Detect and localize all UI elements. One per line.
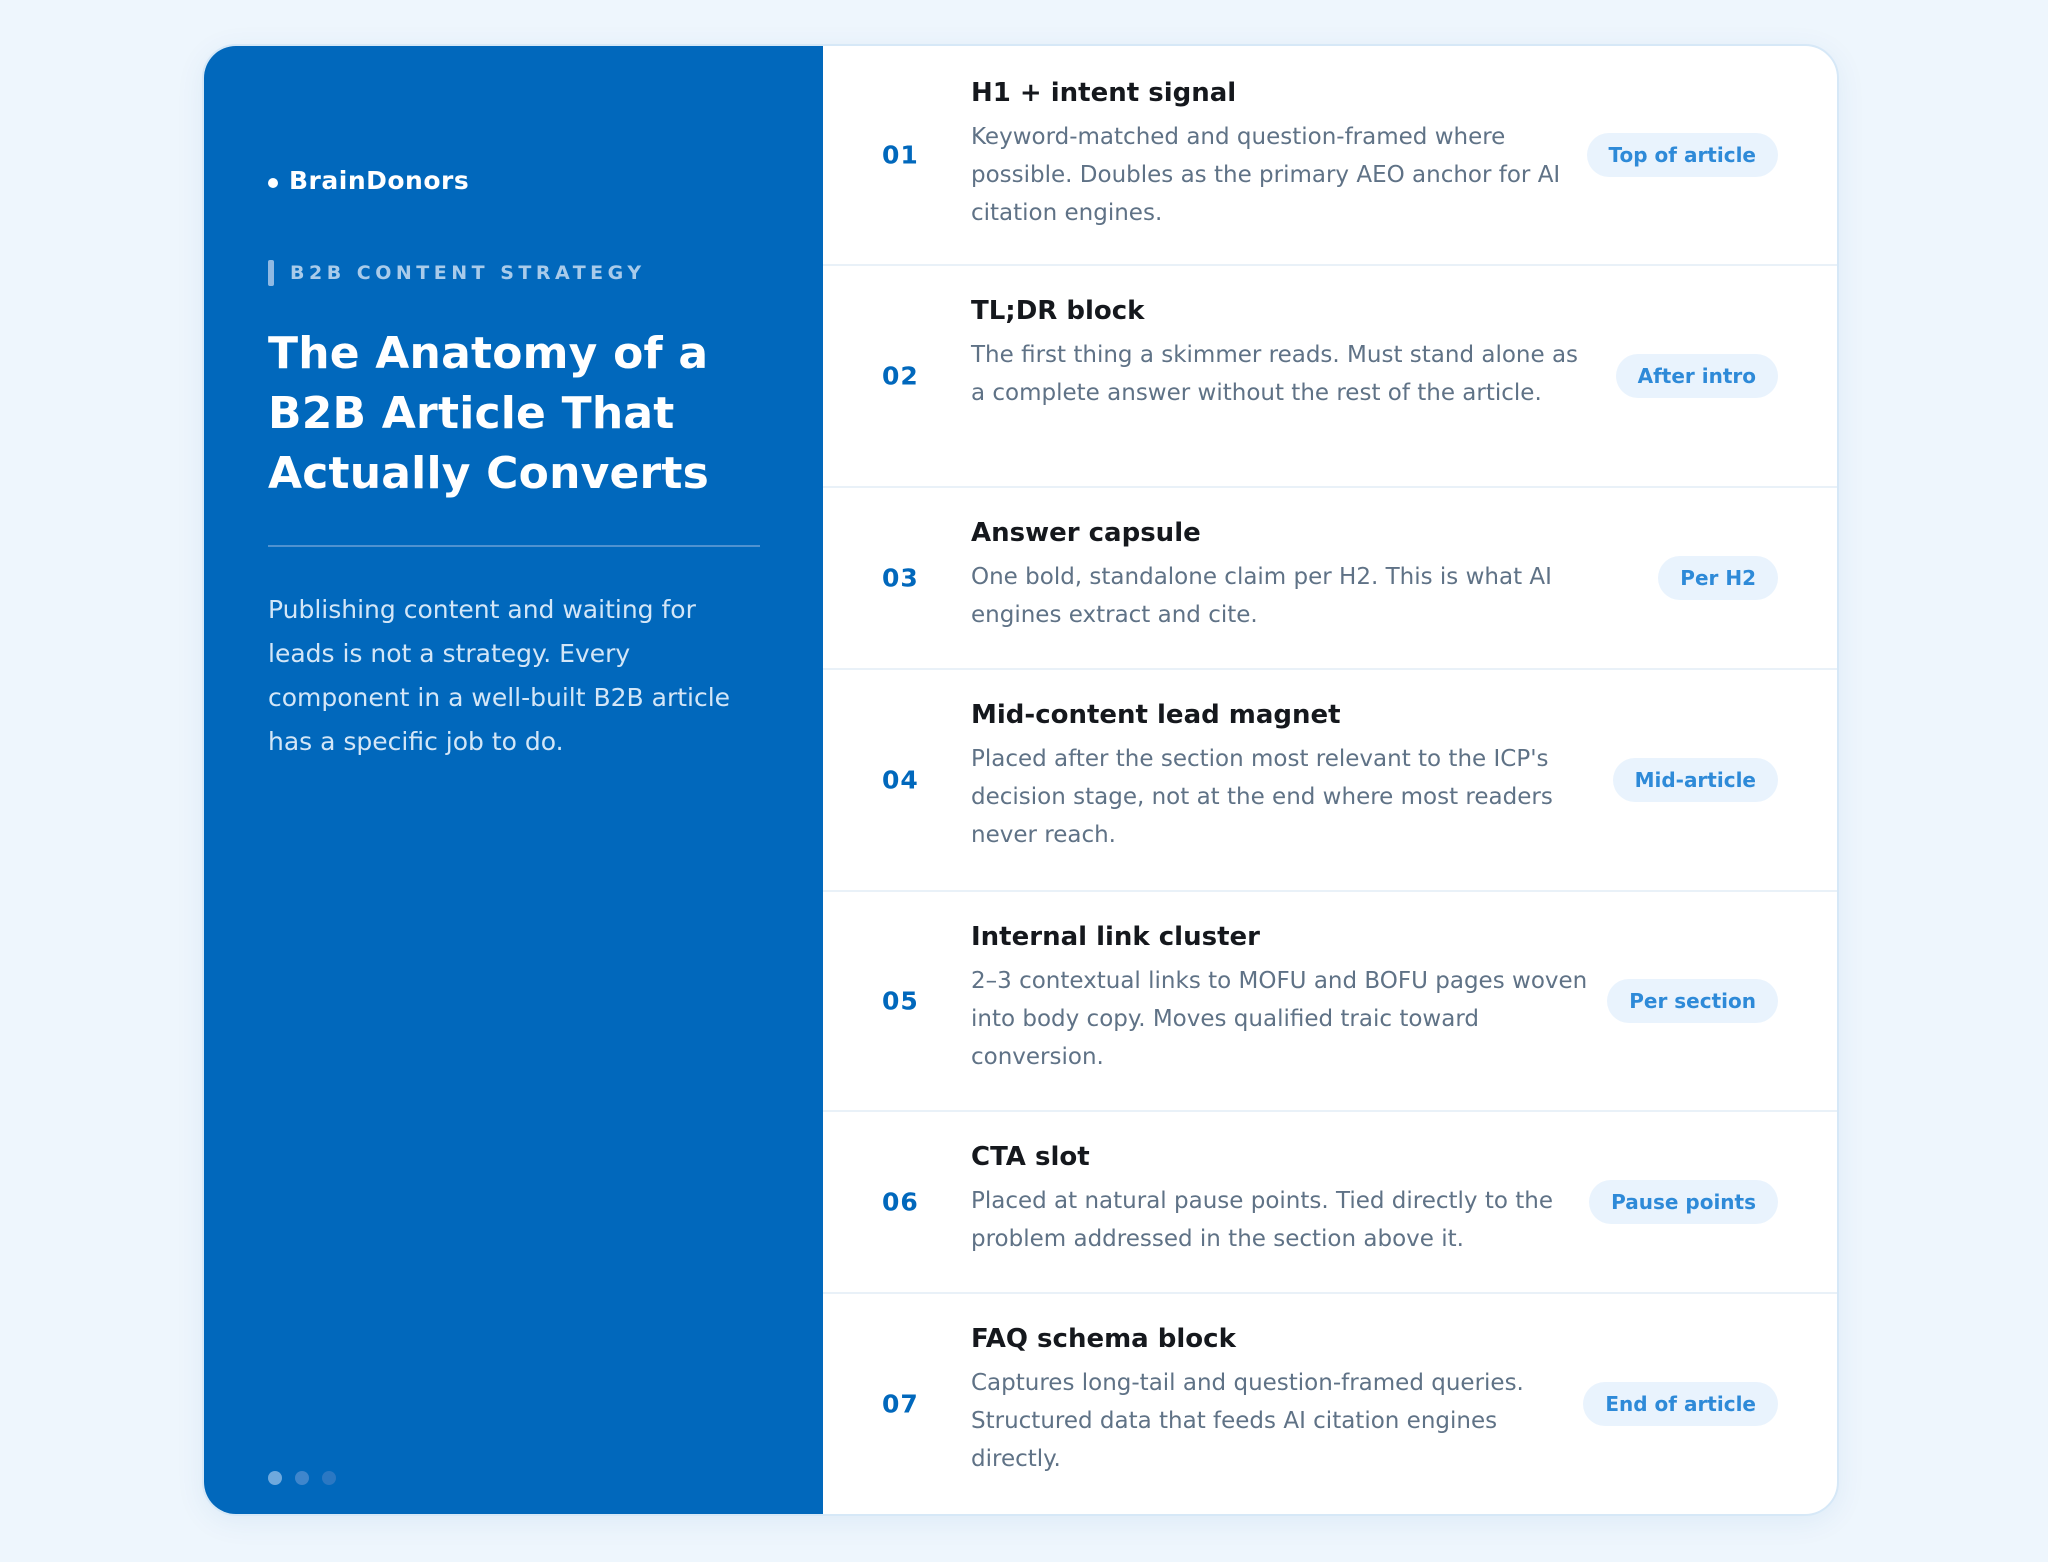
- placement-badge: Per section: [1607, 979, 1778, 1023]
- divider: [268, 545, 760, 547]
- list-item: [823, 892, 1837, 1112]
- item-content: [971, 294, 1591, 412]
- list-item: [823, 670, 1837, 892]
- item-content: [971, 1322, 1591, 1478]
- article-anatomy-card: [202, 44, 1839, 1516]
- item-content: [971, 920, 1591, 1076]
- item-number: 03: [882, 563, 919, 593]
- brand-name: BrainDonors: [289, 166, 470, 195]
- placement-badge: Per H2: [1658, 556, 1778, 600]
- item-content: [971, 698, 1591, 854]
- brand-logo: [268, 166, 469, 195]
- item-description: Captures long-tail and question-framed queries. Structured data that feeds AI citation engines directly.: [971, 1370, 1524, 1472]
- placement-badge: After intro: [1616, 354, 1778, 398]
- eyebrow-label: [268, 260, 646, 286]
- item-title: Mid-content lead magnet: [971, 700, 1341, 730]
- brand-dot-icon: [268, 178, 278, 188]
- eyebrow-bar-icon: [268, 260, 274, 286]
- placement-badge: Top of article: [1587, 133, 1778, 177]
- pagination-dot-3[interactable]: [322, 1471, 336, 1485]
- page-title: The Anatomy of a B2B Article That Actually Converts: [268, 328, 710, 499]
- intro-description: Publishing content and waiting for leads is not a strategy. Every component in a well-built B2B article has a specific job to do.: [268, 595, 731, 756]
- placement-badge: Pause points: [1589, 1180, 1778, 1224]
- item-title: Answer capsule: [971, 518, 1201, 548]
- item-description: The first thing a skimmer reads. Must stand alone as a complete answer without the rest of the article.: [971, 342, 1579, 406]
- placement-badge: Mid-article: [1613, 758, 1778, 802]
- item-number: 05: [882, 986, 919, 1016]
- item-number: 07: [882, 1389, 919, 1419]
- component-list: [823, 46, 1837, 1514]
- item-title: H1 + intent signal: [971, 78, 1237, 108]
- item-number: 02: [882, 361, 919, 391]
- list-item: [823, 1112, 1837, 1294]
- item-title: Internal link cluster: [971, 922, 1260, 952]
- item-content: [971, 516, 1591, 634]
- pagination-dot-2[interactable]: [295, 1471, 309, 1485]
- item-number: 04: [882, 765, 919, 795]
- list-item: [823, 488, 1837, 670]
- intro-panel: [204, 46, 823, 1514]
- list-item: [823, 1294, 1837, 1514]
- item-title: CTA slot: [971, 1142, 1090, 1172]
- item-description: 2–3 contextual links to MOFU and BOFU pages woven into body copy. Moves qualified traic toward conversion.: [971, 968, 1588, 1070]
- item-content: [971, 1140, 1591, 1258]
- item-title: FAQ schema block: [971, 1324, 1236, 1354]
- placement-badge: End of article: [1583, 1382, 1778, 1426]
- item-title: TL;DR block: [971, 296, 1145, 326]
- eyebrow-text: B2B CONTENT STRATEGY: [290, 262, 646, 284]
- item-number: 06: [882, 1187, 919, 1217]
- pagination-dot-1[interactable]: [268, 1471, 282, 1485]
- item-number: 01: [882, 140, 919, 170]
- list-item: [823, 266, 1837, 488]
- pagination-dots: [268, 1471, 336, 1485]
- item-description: Placed at natural pause points. Tied directly to the problem addressed in the section above it.: [971, 1188, 1553, 1252]
- item-description: Keyword-matched and question-framed where possible. Doubles as the primary AEO anchor for AI citation engines.: [971, 124, 1561, 226]
- item-description: One bold, standalone claim per H2. This is what AI engines extract and cite.: [971, 564, 1552, 628]
- list-item: [823, 46, 1837, 266]
- item-description: Placed after the section most relevant to the ICP's decision stage, not at the end where most readers never reach.: [971, 746, 1553, 848]
- item-content: [971, 76, 1591, 232]
